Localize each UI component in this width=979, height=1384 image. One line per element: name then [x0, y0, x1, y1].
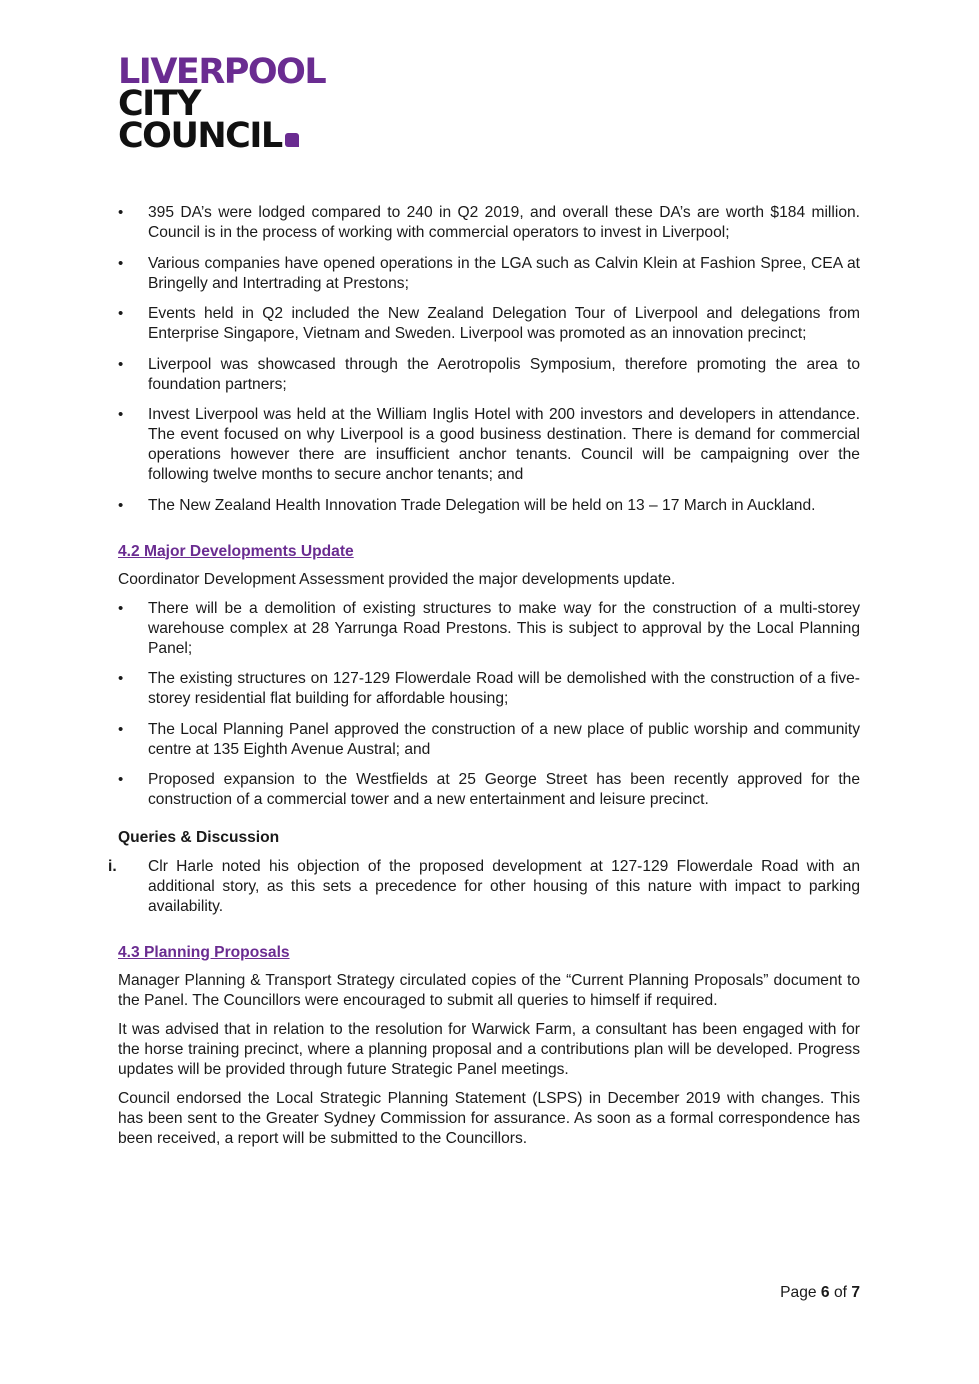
- list-item: • Liverpool was showcased through the Aerotropolis Symposium, therefore promoting the area to foundation partners;: [118, 355, 860, 395]
- list-item: • Various companies have opened operations in the LGA such as Calvin Klein at Fashion Spree, CEA at Bringelly and Intertrading at Prestons;: [118, 254, 860, 294]
- paragraph: It was advised that in relation to the resolution for Warwick Farm, a consultant has been engaged with for the horse training precinct, where a planning proposal and a contributions plan will be developed. Progress updates will be provided through future Strategic Panel meetings.: [118, 1021, 860, 1078]
- economic-bullets: [118, 203, 860, 516]
- list-item: • Events held in Q2 included the New Zealand Delegation Tour of Liverpool and delegations from Enterprise Singapore, Vietnam and Sweden. Liverpool was promoted as an innovation precinct;: [118, 304, 860, 344]
- council-logo: [118, 52, 326, 156]
- logo-line-3: COUNCIL: [118, 120, 325, 152]
- list-item-text: Clr Harle noted his objection of the proposed development at 127-129 Flowerdale Road with an additional story, as this sets a precedence for other housing of this nature with impact to parking availability.: [148, 858, 860, 915]
- queries-list: [108, 857, 860, 917]
- list-item: [108, 857, 860, 917]
- list-item: • Proposed expansion to the Westfields at 25 George Street has been recently approved for the construction of a commercial tower and a new entertainment and leisure precinct.: [118, 770, 860, 810]
- list-item: • The Local Planning Panel approved the construction of a new place of public worship and community centre at 135 Eighth Avenue Austral; and: [118, 720, 860, 760]
- logo-line-2: CITY: [118, 84, 200, 124]
- queries-heading: Queries & Discussion: [118, 829, 280, 846]
- page-number: Page 6 of 7: [780, 1284, 860, 1301]
- section-4-2-intro: Coordinator Development Assessment provided the major developments update.: [118, 570, 676, 588]
- list-item: • There will be a demolition of existing structures to make way for the construction of a multi-storey warehouse complex at 28 Yarrunga Road Prestons. This is subject to approval by the Local Planning Panel;: [118, 599, 860, 659]
- logo-dot-icon: [285, 133, 299, 147]
- section-heading-4-3: 4.3 Planning Proposals: [118, 944, 290, 961]
- document-body: [108, 203, 860, 1158]
- list-item: • The New Zealand Health Innovation Trade Delegation will be held on 13 – 17 March in Auckland.: [118, 496, 860, 516]
- list-item: • The existing structures on 127-129 Flowerdale Road will be demolished with the construction of a five-storey residential flat building for affordable housing;: [118, 669, 860, 709]
- section-heading-4-2: 4.2 Major Developments Update: [118, 542, 354, 560]
- list-item: • 395 DA’s were lodged compared to 240 in Q2 2019, and overall these DA’s are worth $184 million. Council is in the process of working with commercial operators to invest in Liverpool;: [118, 203, 860, 243]
- list-item-number: i.: [108, 858, 117, 875]
- major-developments-bullets: [118, 599, 860, 811]
- paragraph: Council endorsed the Local Strategic Planning Statement (LSPS) in December 2019 with changes. This has been sent to the Greater Sydney Commission for assurance. As soon as a formal correspondence has been received, a report will be submitted to the Councillors.: [118, 1090, 860, 1147]
- list-item: • Invest Liverpool was held at the William Inglis Hotel with 200 investors and developers in attendance. The event focused on why Liverpool is a good business destination. There is demand for commercial operations however there are insufficient anchor tenants. Council will be campaigning over the following twelve months to secure anchor tenants; and: [118, 405, 860, 485]
- logo-line-1: LIVERPOOL: [118, 52, 326, 92]
- paragraph: Manager Planning & Transport Strategy circulated copies of the “Current Planning Proposals” document to the Panel. The Councillors were encouraged to submit all queries to himself if required.: [118, 972, 860, 1009]
